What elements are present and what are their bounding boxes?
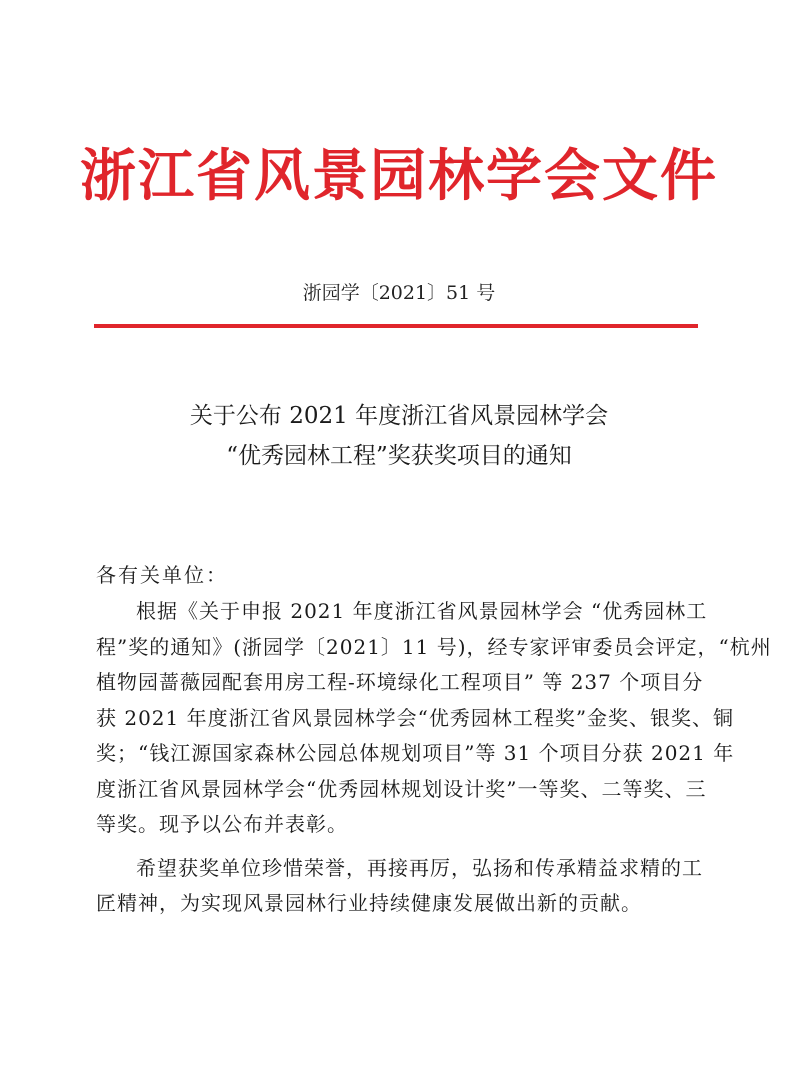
body-paragraph-1-line: 等奖。现予以公布并表彰。 <box>96 812 348 836</box>
body-paragraph-1-line: 获 2021 年度浙江省风景园林学会“优秀园林工程奖”金奖、银奖、铜 <box>96 705 735 730</box>
body-paragraph-1-line: 植物园蔷薇园配套用房工程-环境绿化工程项目” 等 237 个项目分 <box>96 670 704 694</box>
red-divider-rule <box>94 324 698 328</box>
body-paragraph-2-line: 希望获奖单位珍惜荣誉，再接再厉，弘扬和传承精益求精的工 <box>136 855 703 880</box>
body-paragraph-1-line: 程”奖的通知》(浙园学〔2021〕11 号)，经专家评审委员会评定，“杭州 <box>96 634 772 659</box>
notice-title-line-1: 关于公布 2021 年度浙江省风景园林学会 <box>189 403 609 429</box>
notice-title <box>0 396 798 476</box>
body-paragraph-2-line: 匠精神，为实现风景园林行业持续健康发展做出新的贡献。 <box>96 891 642 915</box>
body-paragraph-1-line: 奖；“钱江源国家森林公园总体规划项目”等 31 个项目分获 2021 年 <box>96 741 735 765</box>
notice-title-line-2: “优秀园林工程”奖获奖项目的通知 <box>226 443 572 469</box>
document-number: 浙园学〔2021〕51 号 <box>302 282 496 304</box>
salutation: 各有关单位： <box>96 563 228 587</box>
body-paragraph-1-line: 度浙江省风景园林学会“优秀园林规划设计奖”一等奖、二等奖、三 <box>96 776 707 801</box>
notice-body <box>96 594 772 922</box>
document-masthead: 浙江省风景园林学会文件 <box>80 144 718 209</box>
body-paragraph-1-line: 根据《关于申报 2021 年度浙江省风景园林学会 “优秀园林工 <box>136 599 708 623</box>
